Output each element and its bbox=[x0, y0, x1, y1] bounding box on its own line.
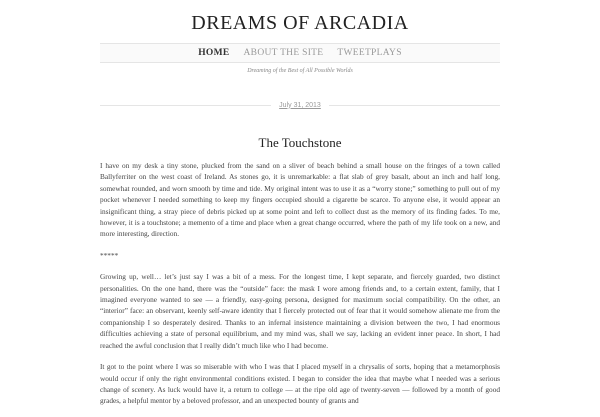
section-separator: ***** bbox=[100, 250, 119, 260]
post-paragraph: I have on my desk a tiny stone, plucked from the sand on a sliver of beach behind a small house on the fringes of a town called Ballyferriter on the west coast of Ireland. As stones go, it is unremarkable: a flat slab of grey basalt, about an inch and half long, somewhat rounded, and worn smooth by time and tide. My original intent was to use it as a “worry stone;” something to pull out of my pocket whenever I needed something to keep my fingers occupied should a cigarette be scarce. To anyone else, it would appear an insignificant thing, a stray piece of debris picked up at some point and left to collect dust as the memory of its finding fades. To me, however, it is a touchstone; a memento of a time and place when a great change occurred, where the path of my life took on a new, and more interesting, direction. bbox=[100, 161, 500, 239]
post-date-row bbox=[100, 100, 500, 110]
post-date[interactable]: July 31, 2013 bbox=[279, 101, 321, 109]
post-content bbox=[100, 160, 500, 417]
post-paragraph: Growing up, well… let’s just say I was a bit of a mess. For the longest time, I kept separate, and fiercely guarded, two distinct personalities. On the one hand, there was the “outside” face: the mask I wore among friends and, to a certain extent, family, that I imagined everyone wanted to see — a friendly, easy-going persona, designed for maximum social compatibility. On the other, an “interior” face: an observant, keenly self-aware identity that I fiercely protected out of fear that it would somehow alienate me from the companionship I so desperately desired. Thanks to an infernal insistence maintaining a division between the two, I had enormous difficulties achieving a state of personal equilibrium, and my mind was, shall we say, lacking an evident inner peace. In short, I had reached the awful conclusion that I really didn’t much like who I had become. bbox=[100, 272, 500, 350]
nav-item-home[interactable]: HOME bbox=[198, 48, 230, 58]
main-nav bbox=[100, 43, 500, 63]
post-title[interactable]: The Touchstone bbox=[258, 135, 342, 150]
site-title[interactable]: DREAMS OF ARCADIA bbox=[191, 12, 409, 34]
post-paragraph: It got to the point where I was so miserable with who I was that I placed myself in a chrysalis of sorts, hoping that a metamorphosis would occur if only the right environmental conditions existed. I began to consider the idea that maybe what I needed was a serious change of scenery. As luck would have it, a return to college — at the ripe old age of twenty-seven — followed by a month of good grades, a helpful mentor by a beloved professor, and an unexpected bounty of grants and bbox=[100, 362, 500, 406]
date-divider-left bbox=[100, 105, 271, 106]
site-tagline: Dreaming of the Best of All Possible Worlds bbox=[247, 68, 353, 74]
nav-item-about[interactable]: ABOUT THE SITE bbox=[243, 48, 324, 58]
nav-item-tweetplays[interactable]: TWEETPLAYS bbox=[337, 48, 402, 58]
date-divider-right bbox=[329, 105, 500, 106]
